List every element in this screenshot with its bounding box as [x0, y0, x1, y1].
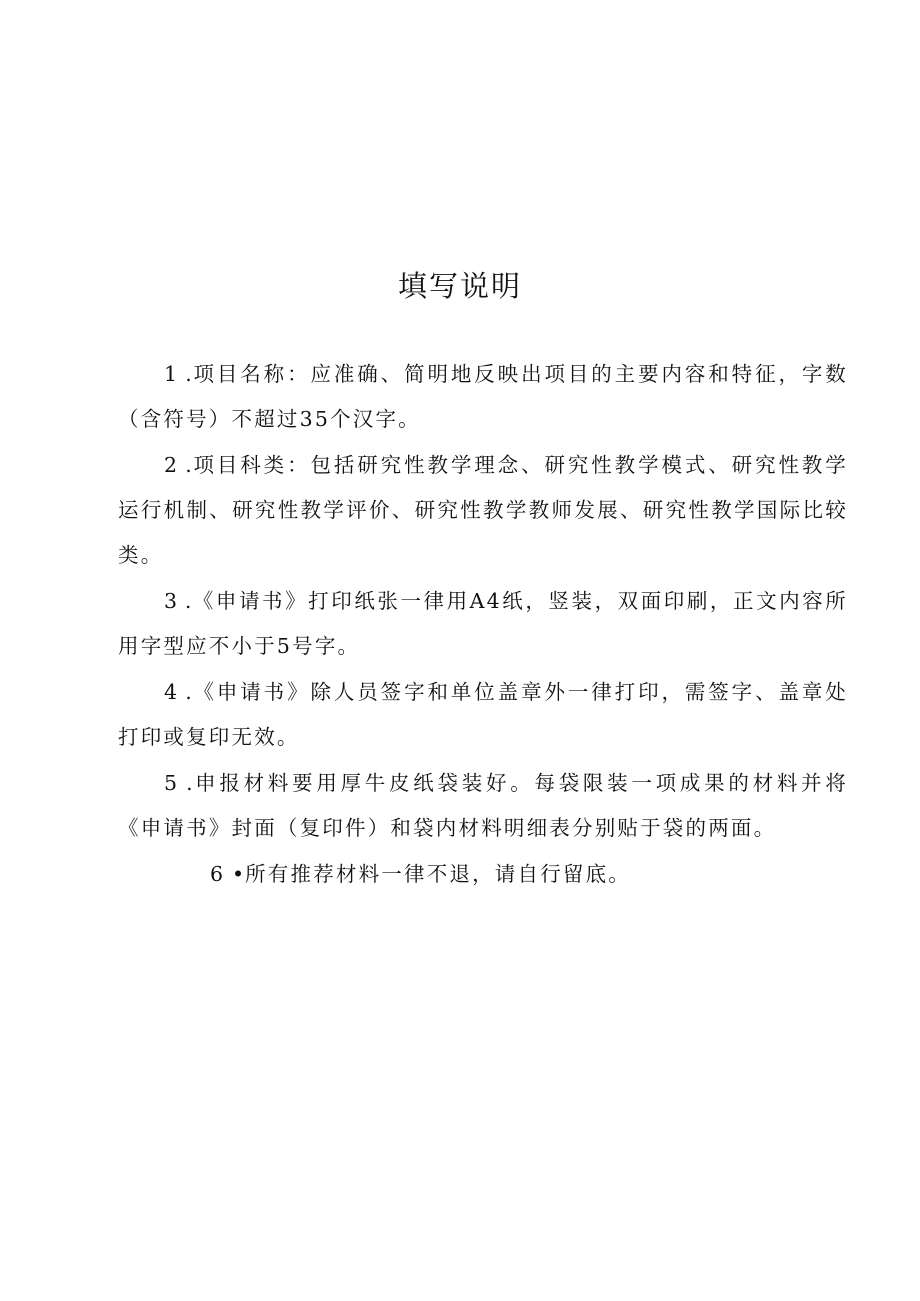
item-separator: .: [177, 771, 194, 795]
item-separator: •: [232, 862, 246, 886]
item-number: 6: [210, 862, 224, 886]
item-text: 项目科类：包括研究性教学理念、研究性教学模式、研究性教学运行机制、研究性教学评价、研究性教学教师发展、研究性教学国际比较类。: [118, 453, 848, 567]
item-text: 项目名称：应准确、简明地反映出项目的主要内容和特征，字数（含符号）不超过35个汉字。: [118, 362, 848, 431]
item-number: 3: [164, 589, 178, 613]
item-number: 2: [164, 453, 178, 477]
instruction-item-3: [118, 579, 848, 669]
instruction-item-1: [118, 352, 848, 442]
instructions-list: [118, 352, 848, 898]
item-text: 《申请书》除人员签字和单位盖章外一律打印，需签字、盖章处打印或复印无效。: [118, 680, 848, 749]
item-number: 1: [164, 362, 178, 386]
item-number: 5: [164, 771, 178, 795]
item-separator: .: [177, 453, 193, 477]
item-text: 《申请书》打印纸张一律用A4纸，竖装，双面印刷，正文内容所用字型应不小于5号字。: [118, 589, 848, 658]
item-text: 申报材料要用厚牛皮纸袋装好。每袋限装一项成果的材料并将《申请书》封面（复印件）和袋内材料明细表分别贴于袋的两面。: [118, 771, 848, 840]
item-separator: .: [177, 589, 193, 613]
item-text: 所有推荐材料一律不退，请自行留底。: [245, 862, 631, 886]
instruction-item-2: [118, 443, 848, 578]
item-number: 4: [164, 680, 178, 704]
instruction-item-4: [118, 670, 848, 760]
item-separator: .: [177, 680, 193, 704]
instruction-item-5: [118, 761, 848, 851]
item-separator: .: [177, 362, 193, 386]
instruction-item-6: [118, 852, 848, 897]
page-title: 填写说明: [397, 269, 522, 303]
